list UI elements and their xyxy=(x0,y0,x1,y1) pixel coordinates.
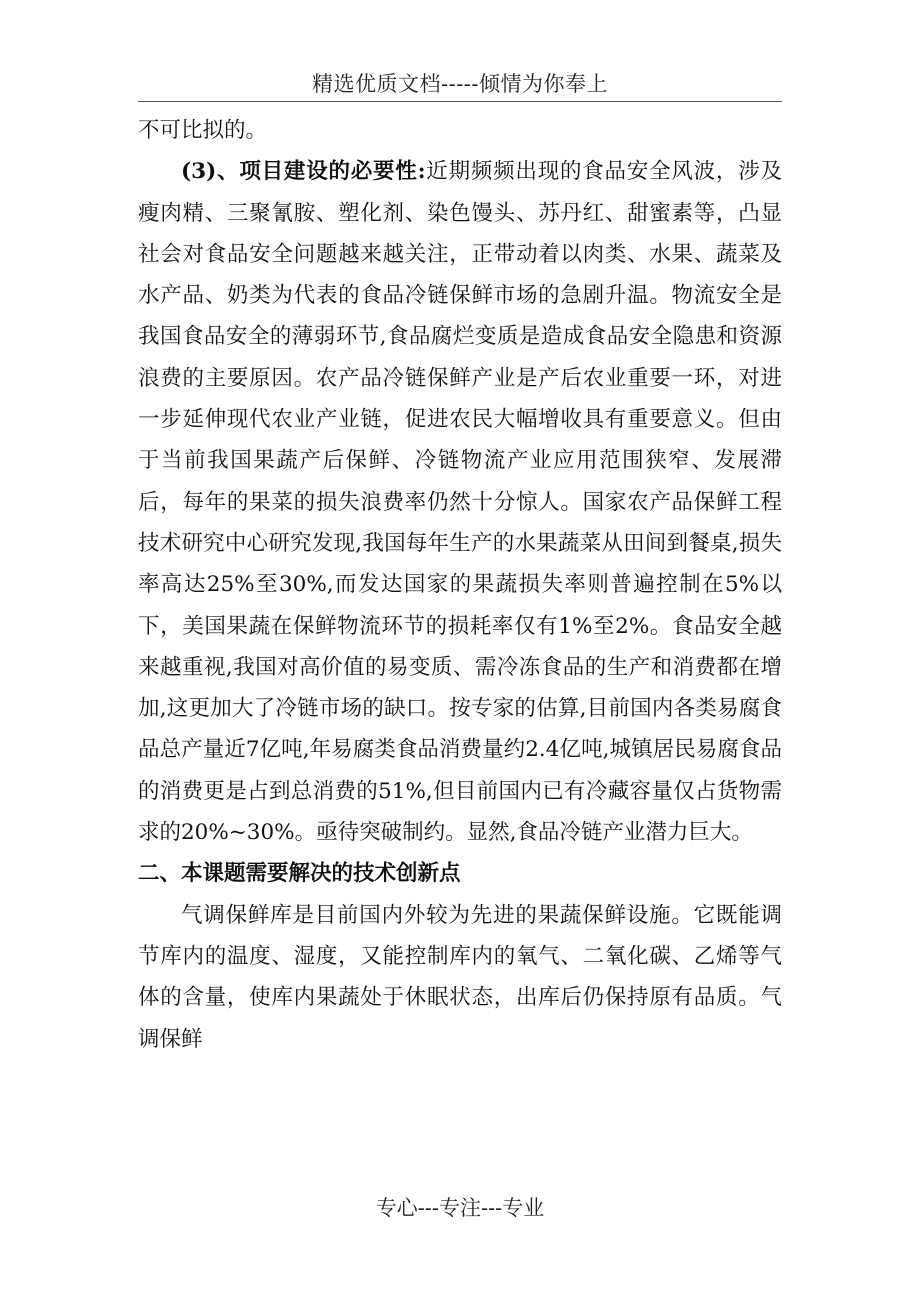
paragraph-lead: (3)、项目建设的必要性: xyxy=(181,159,426,185)
page-header: 精选优质文档-----倾情为你奉上 xyxy=(312,72,608,96)
paragraph-text: 近期频频出现的食品安全风波，涉及瘦肉精、三聚氰胺、塑化剂、染色馒头、苏丹红、甜蜜素等，凸显社会对食品安全问题越来越关注，正带动着以肉类、水果、蔬菜及水产品、奶类为代表的食品冷链保鲜市场的急剧升温。物流安全是我国食品安全的薄弱环节,食品腐烂变质是造成食品安全隐患和资源浪费的主要原因。农产品冷链保鲜产业是产后农业重要一环，对进一步延伸现代农业产业链，促进农民大幅增收具有重要意义。但由于当前我国果蔬产后保鲜、冷链物流产业应用范围狭窄、发展滞后，每年的果菜的损失浪费率仍然十分惊人。国家农产品保鲜工程技术研究中心研究发现,我国每年生产的水果蔬菜从田间到餐桌,损失率高达25%至30%,而发达国家的果蔬损失率则普遍控制在5%以下，美国果蔬在保鲜物流环节的损耗率仅有1%至2%。食品安全越来越重视,我国对高价值的易变质、需冷冻食品的生产和消费都在增加,这更加大了冷链市场的缺口。按专家的估算,目前国内各类易腐食品总产量近7亿吨,年易腐类食品消费量约2.4亿吨,城镇居民易腐食品的消费更是占到总消费的51%,但目前国内已有冷藏容量仅占货物需求的20%~30%。亟待突破制约。显然,食品冷链产业潜力巨大。 xyxy=(138,159,782,846)
section-paragraph: 气调保鲜库是目前国内外较为先进的果蔬保鲜设施。它既能调节库内的温度、湿度，又能控制库内的氧气、二氧化碳、乙烯等气体的含量，使库内果蔬处于休眠状态，出库后仍保持原有品质。气调保鲜 xyxy=(138,902,782,1052)
page-footer: 专心---专注---专业 xyxy=(375,1196,545,1220)
document-body xyxy=(138,110,782,1060)
paragraph-continuation: 不可比拟的。 xyxy=(138,118,268,143)
paragraph-necessity xyxy=(138,151,782,853)
header-divider xyxy=(138,101,782,102)
section-heading: 二、本课题需要解决的技术创新点 xyxy=(138,861,461,887)
